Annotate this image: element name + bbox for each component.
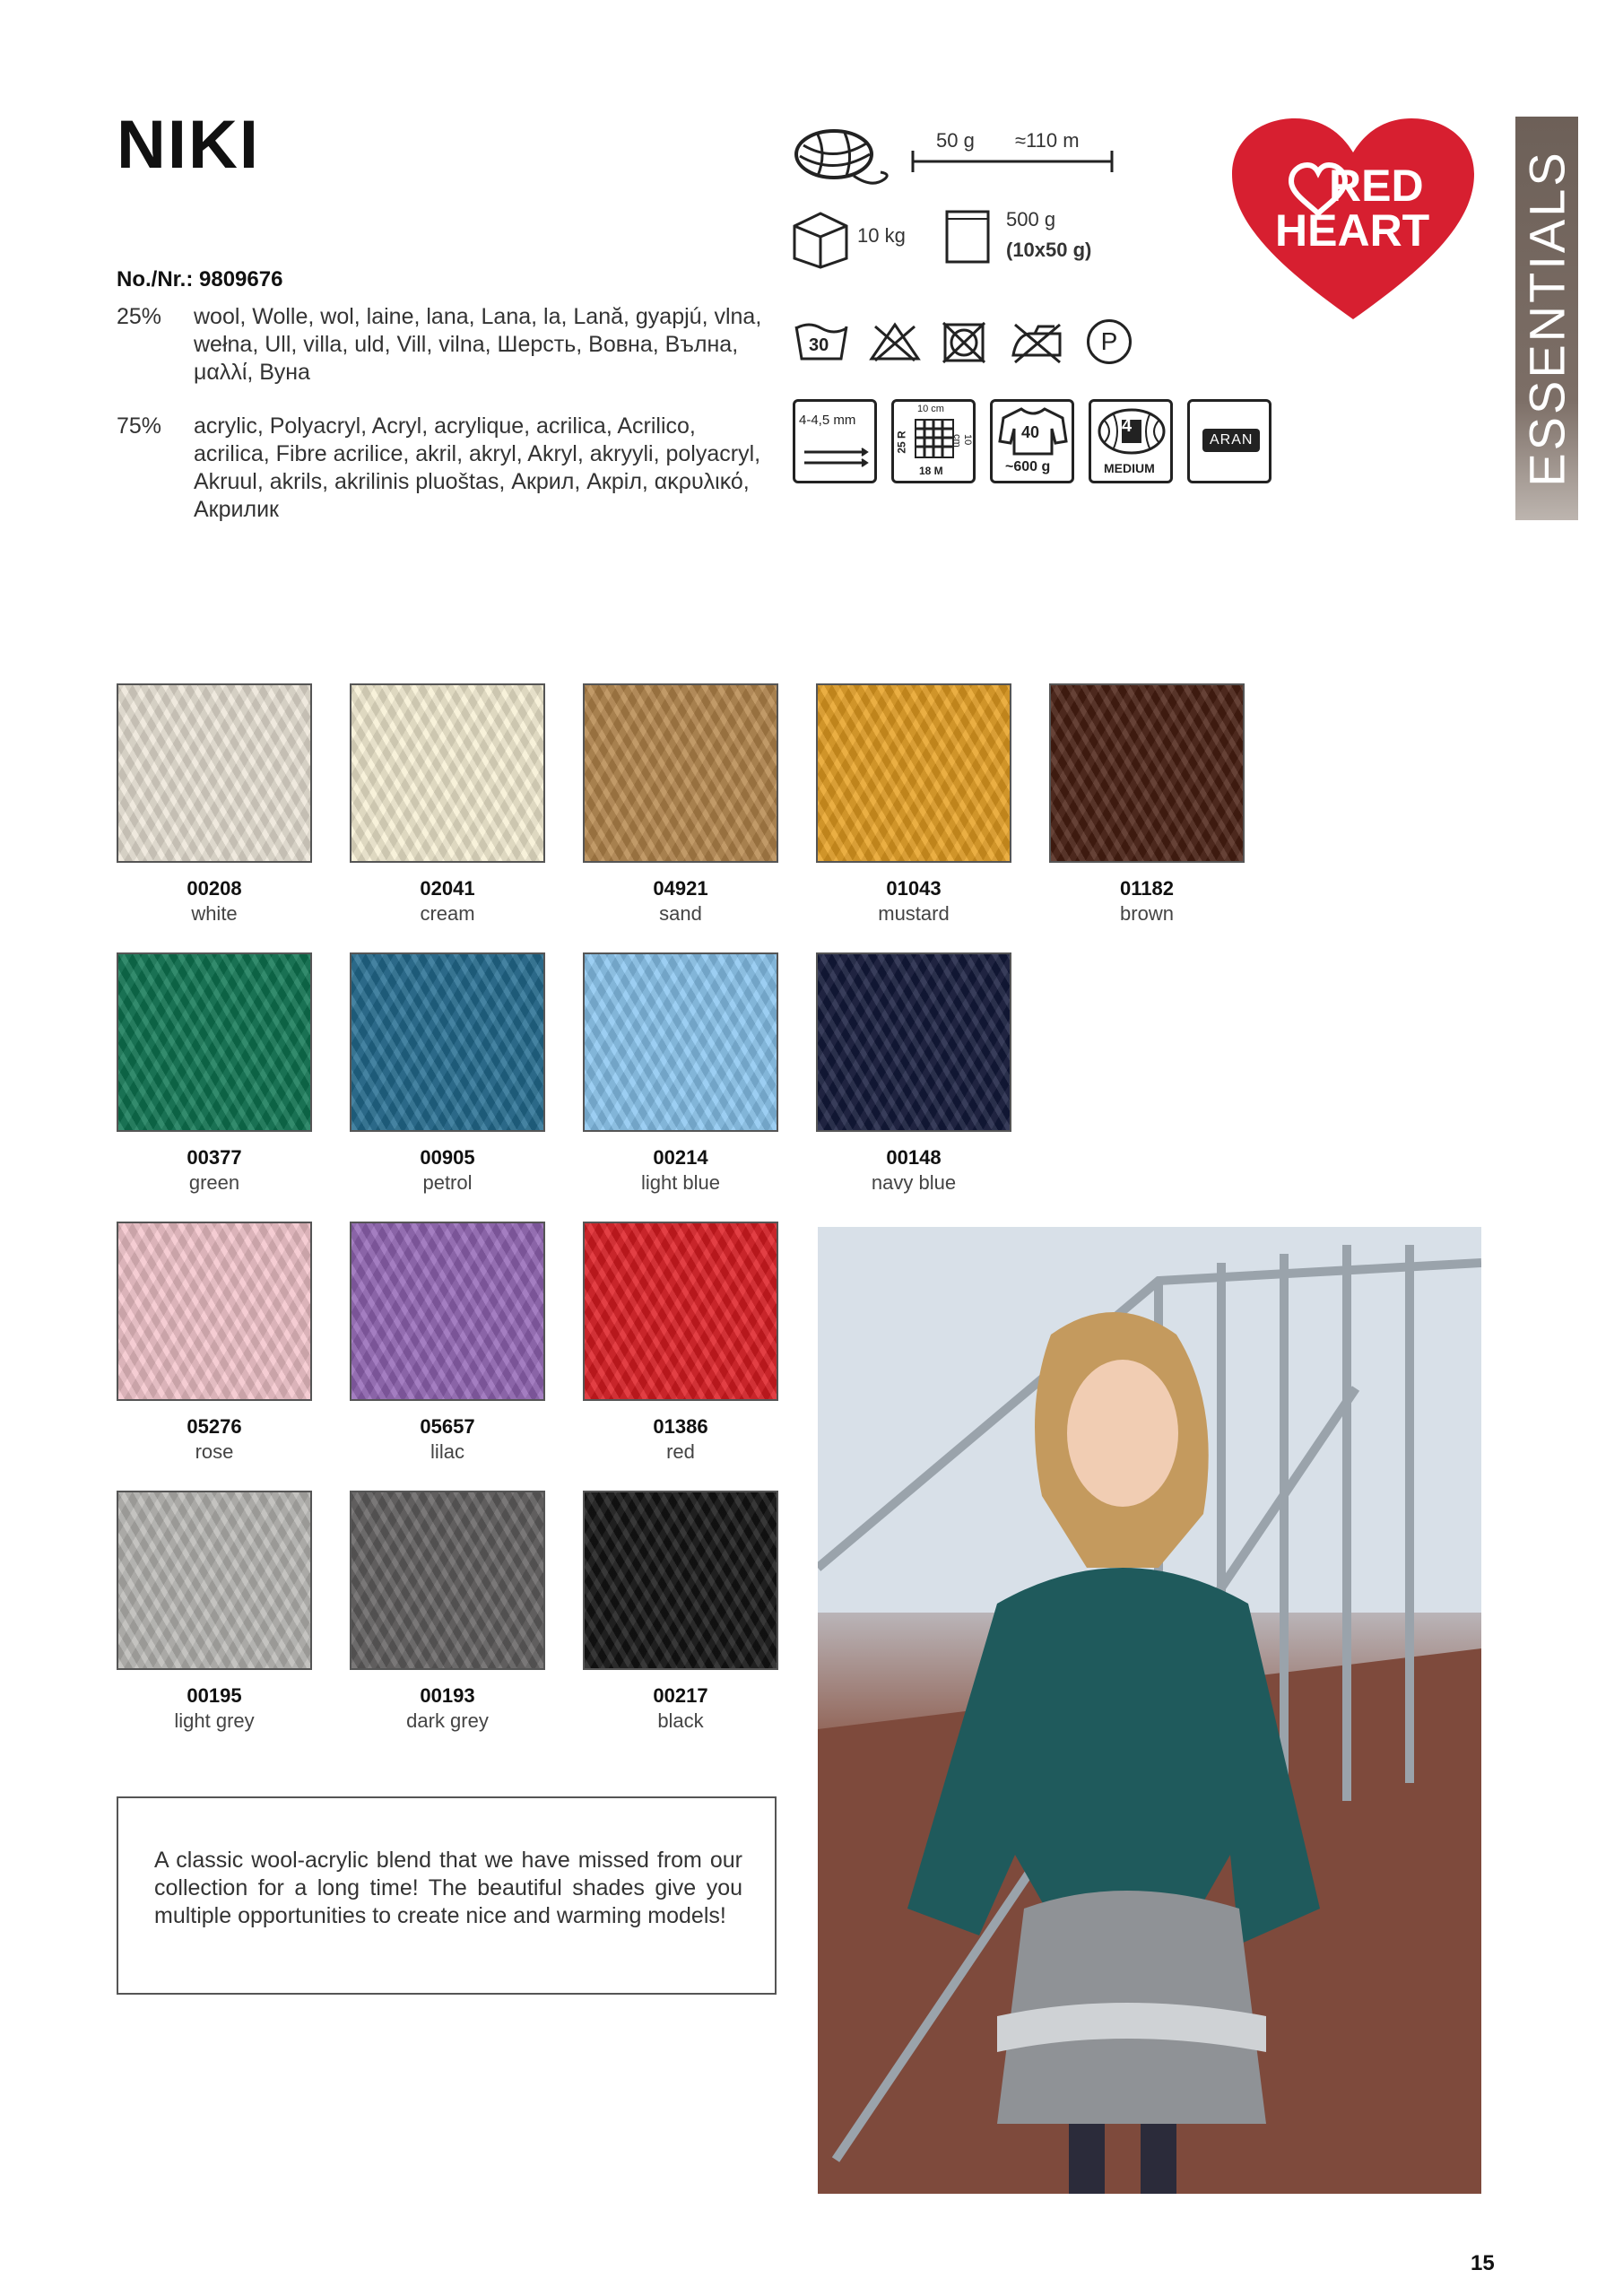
color-swatch	[1049, 683, 1245, 863]
sweater-weight: ~600 g	[1005, 459, 1051, 474]
length-dimension	[911, 129, 1114, 174]
swatch-name: black	[657, 1709, 704, 1732]
color-swatch	[117, 1491, 312, 1670]
color-swatch	[117, 952, 312, 1132]
ball-length: ≈110 m	[1015, 129, 1080, 152]
no-tumble-dry-icon	[940, 319, 988, 369]
needles-icon	[803, 445, 869, 472]
color-swatch	[117, 1222, 312, 1401]
swatch-code: 00217	[653, 1684, 708, 1707]
wash-temp: 30	[809, 335, 829, 355]
wash-30-icon	[793, 319, 850, 364]
sweater-tag	[990, 399, 1074, 483]
swatch-code: 00377	[187, 1146, 242, 1169]
yarn-texture	[818, 685, 1010, 861]
color-swatch	[583, 952, 778, 1132]
swatch-code: 02041	[420, 877, 475, 900]
gauge-rows: 25 R	[895, 430, 908, 454]
color-swatch	[816, 683, 1011, 863]
yarn-ball-icon	[791, 124, 898, 200]
yarn-weight-tag	[1089, 399, 1173, 483]
swatch-name: cream	[420, 902, 475, 925]
yarn-texture	[818, 954, 1010, 1130]
swatch-name: dark grey	[406, 1709, 489, 1732]
yarn-texture	[585, 954, 777, 1130]
pack-weight: 500 g	[1006, 208, 1056, 230]
gauge-tag	[891, 399, 976, 483]
article-number: No./Nr.: 9809676	[117, 267, 283, 291]
color-swatch	[583, 683, 778, 863]
color-swatch	[350, 683, 545, 863]
gauge-top: 10 cm	[917, 404, 944, 414]
weight-number: 4	[1122, 416, 1133, 436]
composition-percent: 75%	[117, 413, 162, 439]
category-sidebar	[1515, 117, 1578, 520]
brand-line-1: RED	[1329, 161, 1424, 211]
color-swatch	[583, 1222, 778, 1401]
swatch-name: green	[188, 1171, 240, 1194]
swatch-code: 05276	[187, 1415, 242, 1438]
yarn-texture	[352, 1492, 543, 1668]
needle-size-tag	[793, 399, 877, 483]
aran-tag	[1187, 399, 1271, 483]
swatch-code: 00905	[420, 1146, 475, 1169]
swatch-code: 00193	[420, 1684, 475, 1707]
page-title: NIKI	[117, 107, 260, 183]
model-photo	[818, 1227, 1481, 2194]
no-iron-icon	[1008, 319, 1065, 369]
swatch-code: 05657	[420, 1415, 475, 1438]
yarn-texture	[352, 1223, 543, 1399]
yarn-texture	[1051, 685, 1243, 861]
color-swatch	[350, 1491, 545, 1670]
composition-percent: 25%	[117, 304, 162, 329]
swatch-name: rose	[195, 1440, 234, 1463]
needle-size: 4-4,5 mm	[799, 413, 856, 428]
professional-clean-icon: P	[1087, 319, 1132, 364]
gauge-side: 10 cm	[951, 434, 973, 448]
category-label: ESSENTIALS	[1518, 150, 1575, 487]
weight-label: MEDIUM	[1104, 461, 1155, 475]
carton-icon	[791, 206, 850, 274]
swatch-code: 00195	[187, 1684, 242, 1707]
aran-label: ARAN	[1202, 429, 1260, 452]
swatch-name: red	[666, 1440, 695, 1463]
yarn-texture	[118, 954, 310, 1130]
description-box	[117, 1796, 777, 1995]
color-swatch	[350, 952, 545, 1132]
yarn-texture	[118, 685, 310, 861]
swatch-code: 00148	[886, 1146, 942, 1169]
color-swatch	[117, 683, 312, 863]
swatch-name: navy blue	[871, 1171, 957, 1194]
page-number: 15	[1471, 2251, 1495, 2275]
color-swatch	[583, 1491, 778, 1670]
composition-text: acrylic, Polyacryl, Acryl, acrylique, acrilica, Acrilico, acrilica, Fibre acrilice, akril, akryl, Akryl, akryyli, polyacryl, Akruul, akrils, akrilinis pluoštas, Акрил, Акріл, ακρυλικό, Акрилик	[194, 413, 761, 522]
color-swatch	[816, 952, 1011, 1132]
yarn-texture	[585, 1223, 777, 1399]
carton-weight: 10 kg	[857, 224, 906, 247]
sweater-size: 40	[1021, 423, 1040, 441]
yarn-texture	[585, 1492, 777, 1668]
swatch-code: 01043	[886, 877, 942, 900]
swatch-code: 01182	[1120, 877, 1174, 900]
swatch-code: 04921	[653, 877, 708, 900]
brand-line-2: HEART	[1275, 205, 1430, 256]
description-text: A classic wool-acrylic blend that we have missed from our collection for a long time! The beautiful shades give you multiple opportunities to create nice and warming models!	[154, 1848, 742, 1928]
composition-acrylic	[117, 413, 780, 525]
yarn-texture	[118, 1492, 310, 1668]
yarn-texture	[118, 1223, 310, 1399]
composition-wool	[117, 303, 780, 388]
pack-detail: (10x50 g)	[1006, 239, 1092, 261]
swatch-name: white	[191, 902, 238, 925]
no-bleach-icon	[868, 319, 922, 369]
color-swatch	[350, 1222, 545, 1401]
swatch-code: 01386	[653, 1415, 708, 1438]
yarn-texture	[585, 685, 777, 861]
yarn-texture	[352, 954, 543, 1130]
composition-text: wool, Wolle, wol, laine, lana, Lana, la, Lană, gyapjú, vlna, wełna, Ull, villa, uld, Vill, vilna, Шерсть, Вовна, Вълна, μαλλί, Вуна	[194, 304, 762, 385]
swatch-name: light blue	[640, 1171, 721, 1194]
yarn-texture	[352, 685, 543, 861]
swatch-name: petrol	[422, 1171, 473, 1194]
gauge-stitches: 18 M	[919, 465, 943, 477]
swatch-name: lilac	[430, 1440, 464, 1463]
swatch-name: mustard	[878, 902, 950, 925]
swatch-code: 00214	[653, 1146, 708, 1169]
swatch-name: brown	[1120, 902, 1174, 925]
ball-weight: 50 g	[936, 129, 975, 152]
bag-icon	[943, 206, 992, 270]
swatch-code: 00208	[187, 877, 242, 900]
red-heart-logo	[1228, 117, 1478, 321]
gauge-grid-icon	[914, 418, 955, 459]
swatch-name: light grey	[174, 1709, 255, 1732]
swatch-name: sand	[659, 902, 702, 925]
